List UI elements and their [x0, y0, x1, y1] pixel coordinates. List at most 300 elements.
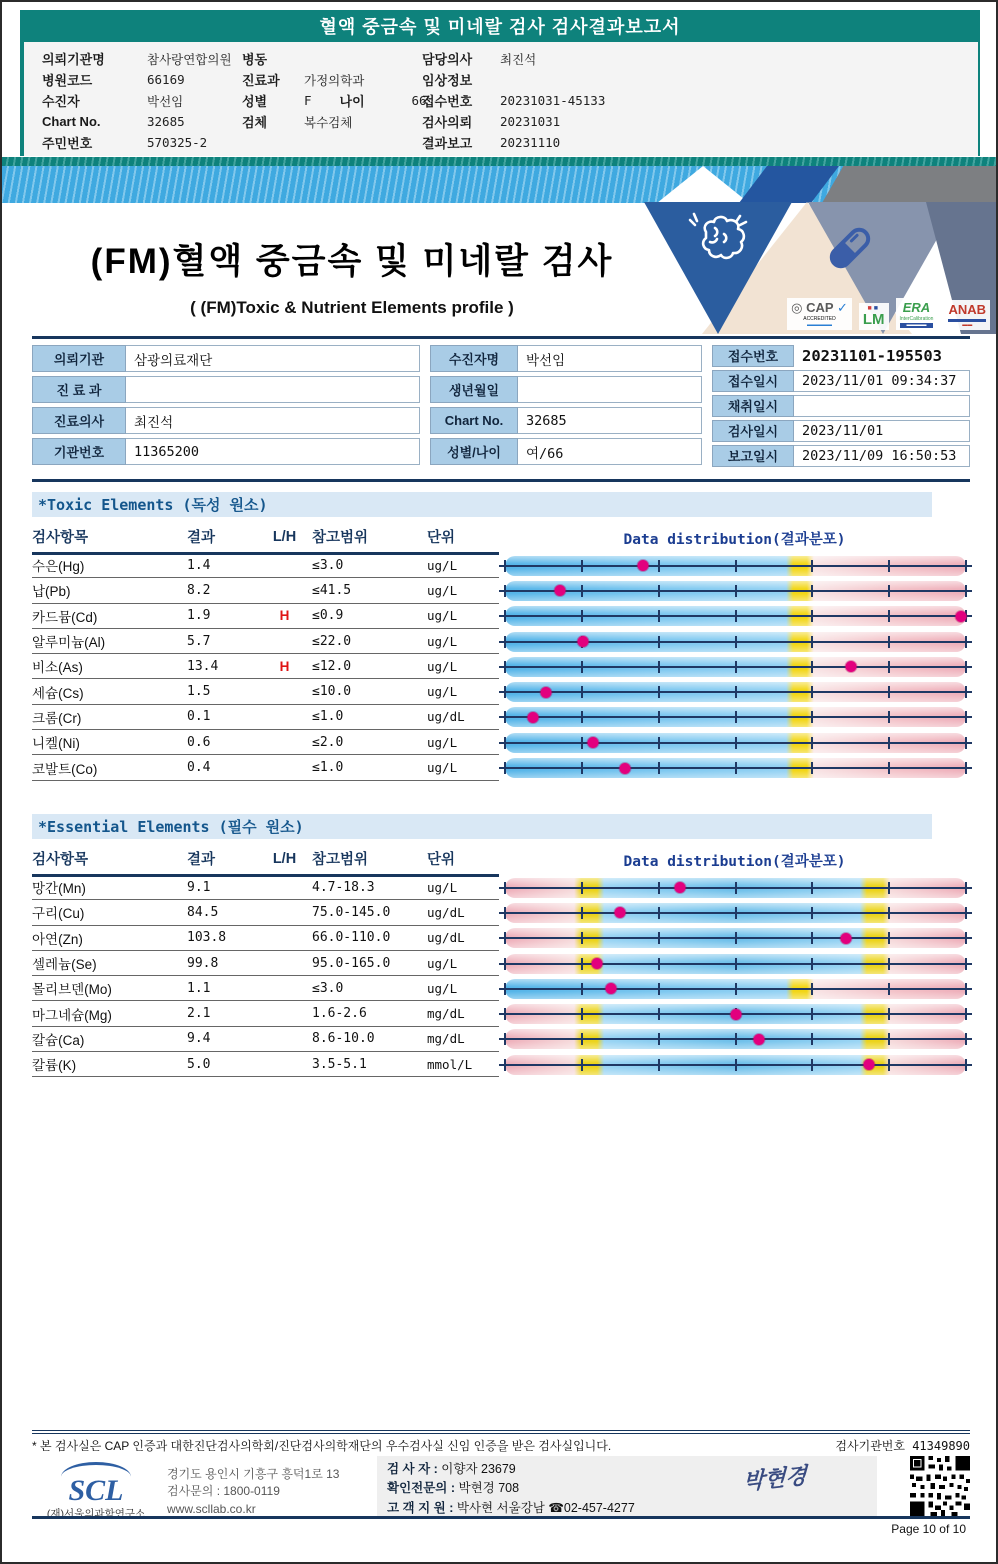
scl-logo: SCL (재)서울의과학연구소 — [36, 1462, 156, 1521]
distribution-bar — [505, 878, 966, 898]
axis-tick — [888, 585, 890, 597]
result-dot — [541, 687, 552, 698]
axis-tick — [658, 661, 660, 673]
test-name: 칼슘(Ca) — [32, 1032, 85, 1048]
lab-result-row — [32, 578, 970, 603]
result-dot — [592, 958, 603, 969]
axis-tick — [735, 983, 737, 995]
info-field — [430, 407, 702, 434]
reference-range: 1.6-2.6 — [312, 1006, 367, 1022]
axis-tick — [888, 1033, 890, 1045]
info-field-label: 접수일시 — [712, 370, 794, 392]
info-field — [712, 345, 970, 367]
table-header-left — [32, 522, 499, 555]
axis-tick — [888, 762, 890, 774]
result-dot — [638, 560, 649, 571]
patient-header-field — [242, 69, 442, 90]
distribution-bar — [505, 733, 966, 753]
test-name: 알루미늄(Al) — [32, 635, 106, 651]
axis-tick — [581, 560, 583, 572]
axis-tick — [658, 585, 660, 597]
distribution-bar — [505, 928, 966, 948]
column-header: 참고범위 — [312, 852, 369, 868]
test-result: 1.4 — [187, 557, 211, 573]
axis-tick — [965, 1008, 967, 1020]
patient-header-field — [422, 69, 742, 90]
lab-result-left — [32, 604, 499, 629]
info-field — [712, 370, 970, 392]
axis-tick — [888, 958, 890, 970]
report-title-bar — [20, 10, 980, 42]
field-label: 나이 — [339, 94, 365, 109]
axis-tick — [658, 983, 660, 995]
info-field-value: 11365200 — [126, 438, 420, 465]
distribution-bar-cell — [499, 679, 970, 704]
lab-result-left — [32, 900, 499, 925]
distribution-bar — [505, 682, 966, 702]
table-header — [32, 523, 970, 553]
lab-result-left — [32, 976, 499, 1001]
info-field-label: 기관번호 — [32, 438, 126, 465]
field-label: 성별 — [242, 94, 268, 109]
axis-tick — [504, 932, 506, 944]
axis-tick — [965, 636, 967, 648]
test-result: 1.1 — [187, 980, 211, 996]
patient-header-right — [422, 48, 742, 153]
axis-tick — [811, 711, 813, 723]
test-result: 5.0 — [187, 1056, 211, 1072]
axis-tick — [735, 932, 737, 944]
patient-header-field — [422, 132, 742, 153]
test-unit: ug/L — [427, 734, 458, 750]
axis-tick — [504, 636, 506, 648]
lab-result-row — [32, 1052, 970, 1077]
axis-tick — [888, 661, 890, 673]
accreditation-logos — [787, 298, 990, 330]
axis-tick — [811, 983, 813, 995]
axis-tick — [965, 983, 967, 995]
test-unit: ug/L — [427, 582, 458, 598]
info-field — [430, 345, 702, 372]
column-header: 참고범위 — [312, 530, 369, 546]
lab-result-left — [32, 755, 499, 780]
axis-tick — [735, 762, 737, 774]
reference-range: ≤1.0 — [312, 709, 344, 725]
lab-result-row — [32, 679, 970, 704]
lab-number: 검사기관번호 41349890 — [835, 1439, 970, 1453]
section-title: *Essential Elements (필수 원소) — [32, 814, 932, 839]
result-dot — [730, 1009, 741, 1020]
axis-tick — [735, 1059, 737, 1071]
distribution-bar-cell — [499, 755, 970, 780]
axis-tick — [504, 958, 506, 970]
axis-tick — [581, 983, 583, 995]
patient-header-middle — [242, 48, 442, 132]
reference-range: ≤10.0 — [312, 684, 352, 700]
info-group-left — [32, 345, 420, 469]
info-field-value: 여/66 — [518, 438, 702, 465]
distribution-bar — [505, 556, 966, 576]
distribution-bar-cell — [499, 629, 970, 654]
test-unit: ug/L — [427, 608, 458, 624]
distribution-bar — [505, 1029, 966, 1049]
axis-tick — [811, 1033, 813, 1045]
info-group-middle — [430, 345, 702, 469]
result-dot — [606, 983, 617, 994]
axis-tick — [658, 737, 660, 749]
distribution-bar-cell — [499, 976, 970, 1001]
distribution-bar — [505, 979, 966, 999]
distribution-bar-cell — [499, 1052, 970, 1077]
lab-result-left — [32, 578, 499, 603]
lab-phone: 검사문의 : 1800-0119 — [167, 1484, 280, 1499]
lab-address-block — [167, 1466, 339, 1518]
axis-tick — [658, 1008, 660, 1020]
result-dot — [675, 882, 686, 893]
distribution-bar-cell — [499, 654, 970, 679]
axis-tick — [658, 1059, 660, 1071]
axis-tick — [888, 610, 890, 622]
axis-tick — [735, 560, 737, 572]
reference-range: 75.0-145.0 — [312, 904, 391, 920]
axis-tick — [888, 636, 890, 648]
axis-tick — [888, 711, 890, 723]
patient-header-field — [242, 111, 442, 132]
era-logo: ERA InterCalibration ▬▬▬▬ — [896, 298, 938, 330]
axis-tick — [965, 907, 967, 919]
test-result: 8.2 — [187, 582, 211, 598]
axis-tick — [811, 932, 813, 944]
test-name: 카드뮴(Cd) — [32, 609, 98, 625]
lab-result-row — [32, 926, 970, 951]
test-name: 아연(Zn) — [32, 931, 83, 947]
column-header: L/H — [272, 850, 297, 867]
field-value: 최진석 — [500, 51, 537, 67]
axis-tick — [658, 907, 660, 919]
info-field-value: 삼광의료재단 — [126, 345, 420, 372]
axis-tick — [965, 737, 967, 749]
patient-header-left — [42, 48, 252, 153]
test-name: 크롬(Cr) — [32, 710, 82, 726]
distribution-bar — [505, 606, 966, 626]
footer-contact-block: 검 사 자 : 이향자 23679 확인전문의 : 박현경 708 고 객 지 원 : 박사현 서울강남 ☎02-457-4277 박현경 — [377, 1456, 877, 1516]
lab-result-left — [32, 951, 499, 976]
confirmer: 박현경 708 — [458, 1481, 520, 1496]
distribution-bar-cell — [499, 900, 970, 925]
patient-header-field — [42, 48, 252, 69]
test-result: 0.6 — [187, 734, 211, 750]
distribution-bar-cell — [499, 1027, 970, 1052]
axis-tick — [811, 560, 813, 572]
axis-tick — [811, 636, 813, 648]
lab-result-row — [32, 705, 970, 730]
test-result: 1.5 — [187, 684, 211, 700]
axis-tick — [504, 610, 506, 622]
test-unit: ug/L — [427, 633, 458, 649]
test-flag: H — [279, 658, 290, 674]
reference-range: 95.0-165.0 — [312, 955, 391, 971]
info-field-value: 박선임 — [518, 345, 702, 372]
lab-result-left — [32, 875, 499, 900]
axis-tick — [965, 661, 967, 673]
info-field-label: 생년월일 — [430, 376, 518, 403]
result-dot — [841, 933, 852, 944]
distribution-bar-cell — [499, 730, 970, 755]
lab-result-row — [32, 629, 970, 654]
distribution-bar — [505, 581, 966, 601]
axis-tick — [658, 882, 660, 894]
axis-tick — [504, 737, 506, 749]
field-value: 66 — [411, 93, 427, 108]
axis-tick — [581, 737, 583, 749]
test-result: 99.8 — [187, 955, 219, 971]
axis-tick — [811, 610, 813, 622]
axis-tick — [658, 560, 660, 572]
lab-website[interactable]: www.scllab.co.kr — [167, 1501, 256, 1516]
axis-tick — [504, 907, 506, 919]
info-field — [32, 407, 420, 434]
distribution-bar — [505, 1055, 966, 1075]
axis-tick — [965, 882, 967, 894]
result-dot — [555, 585, 566, 596]
result-dot — [845, 661, 856, 672]
distribution-bar — [505, 707, 966, 727]
field-value: 박선임 — [147, 93, 184, 109]
axis-tick — [735, 585, 737, 597]
reference-range: 8.6-10.0 — [312, 1031, 375, 1047]
axis-tick — [888, 882, 890, 894]
axis-tick — [965, 585, 967, 597]
axis-tick — [888, 1059, 890, 1071]
toxic-elements-section — [32, 492, 970, 781]
reference-range: ≤12.0 — [312, 658, 352, 674]
patient-header-field — [242, 48, 442, 69]
org-name: (재)서울의과학연구소 — [46, 1508, 146, 1520]
axis-tick — [504, 1033, 506, 1045]
axis-tick — [504, 711, 506, 723]
examiner: 이향자 23679 — [441, 1462, 516, 1476]
axis-tick — [658, 958, 660, 970]
axis-tick — [658, 932, 660, 944]
lab-result-left — [32, 730, 499, 755]
field-label: Chart No. — [42, 114, 101, 129]
axis-tick — [888, 932, 890, 944]
test-flag: H — [279, 608, 290, 624]
distribution-bar-cell — [499, 604, 970, 629]
white-wedge — [657, 166, 749, 203]
axis-tick — [658, 711, 660, 723]
distribution-bar-cell — [499, 1001, 970, 1026]
field-label: 임상정보 — [422, 73, 473, 88]
result-dot — [587, 737, 598, 748]
report-title-bar-text: 혈액 중금속 및 미네랄 검사 검사결과보고서 — [319, 17, 681, 37]
field-value: F — [304, 93, 312, 108]
axis-tick — [735, 737, 737, 749]
test-name: 몰리브덴(Mo) — [32, 982, 112, 998]
axis-tick — [581, 585, 583, 597]
axis-tick — [888, 686, 890, 698]
report-title — [62, 234, 642, 318]
lm-logo: ■■ LM — [859, 303, 889, 330]
axis-tick — [735, 958, 737, 970]
info-field — [712, 395, 970, 417]
reference-range: ≤3.0 — [312, 557, 344, 573]
result-dot — [753, 1034, 764, 1045]
test-unit: ug/dL — [427, 904, 465, 920]
axis-tick — [581, 958, 583, 970]
info-field-value: 최진석 — [126, 407, 420, 434]
info-group-right — [712, 345, 970, 470]
axis-tick — [581, 932, 583, 944]
customer-support: 박사현 서울강남 ☎02-457-4277 — [456, 1500, 635, 1515]
field-value: 32685 — [147, 114, 185, 129]
axis-tick — [581, 686, 583, 698]
axis-tick — [735, 636, 737, 648]
field-label: 검체 — [242, 115, 268, 130]
axis-tick — [735, 907, 737, 919]
axis-tick — [581, 711, 583, 723]
reference-range: ≤2.0 — [312, 734, 344, 750]
axis-tick — [965, 932, 967, 944]
column-header: L/H — [272, 528, 297, 545]
axis-tick — [811, 958, 813, 970]
test-name: 세슘(Cs) — [32, 685, 84, 701]
test-name: 수은(Hg) — [32, 559, 85, 575]
field-label: 병원코드 — [42, 73, 93, 88]
axis-tick — [581, 762, 583, 774]
axis-tick — [735, 882, 737, 894]
lab-result-row — [32, 553, 970, 578]
lab-result-left — [32, 553, 499, 578]
footer-rule — [32, 1516, 970, 1519]
test-name: 코발트(Co) — [32, 761, 98, 777]
axis-tick — [965, 1033, 967, 1045]
footer-note-row — [32, 1430, 970, 1454]
column-header: 검사항목 — [32, 530, 89, 546]
test-result: 9.1 — [187, 879, 211, 895]
footer-main — [32, 1462, 970, 1520]
axis-tick — [581, 610, 583, 622]
page-number: Page 10 of 10 — [891, 1522, 966, 1536]
axis-tick — [504, 1008, 506, 1020]
info-field-label: 접수번호 — [712, 345, 794, 367]
essential-elements-section — [32, 814, 970, 1077]
table-header-left — [32, 844, 499, 877]
distribution-header: Data distribution(결과분포) — [623, 531, 846, 548]
distribution-bar — [505, 657, 966, 677]
test-unit: ug/L — [427, 980, 458, 996]
test-result: 9.4 — [187, 1031, 211, 1047]
field-label: 담당의사 — [422, 52, 473, 67]
distribution-bar — [505, 954, 966, 974]
distribution-bar-cell — [499, 705, 970, 730]
test-result: 84.5 — [187, 904, 219, 920]
field-value: 가정의학과 — [304, 72, 365, 88]
test-result: 2.1 — [187, 1006, 211, 1022]
axis-tick — [965, 560, 967, 572]
info-field-value — [126, 376, 420, 403]
axis-tick — [888, 983, 890, 995]
info-field — [32, 376, 420, 403]
test-result: 1.9 — [187, 608, 211, 624]
axis-tick — [735, 686, 737, 698]
gray-wedge — [822, 166, 998, 203]
patient-header-field — [42, 69, 252, 90]
patient-header-block — [20, 42, 980, 156]
axis-tick — [811, 762, 813, 774]
axis-tick — [811, 882, 813, 894]
reference-range: ≤22.0 — [312, 633, 352, 649]
patient-header-field — [42, 90, 252, 111]
axis-tick — [658, 1033, 660, 1045]
reference-range: ≤0.9 — [312, 608, 344, 624]
axis-tick — [888, 1008, 890, 1020]
distribution-bar-cell — [499, 578, 970, 603]
test-unit: ug/dL — [427, 709, 465, 725]
column-header: 단위 — [427, 852, 456, 868]
axis-tick — [504, 686, 506, 698]
distribution-header: Data distribution(결과분포) — [623, 853, 846, 870]
column-header: 단위 — [427, 530, 456, 546]
anab-logo: ANAB ▬▬ — [944, 300, 990, 330]
lab-result-row — [32, 900, 970, 925]
patient-header-field — [422, 111, 742, 132]
axis-tick — [888, 737, 890, 749]
info-field-value: 20231101-195503 — [794, 345, 970, 367]
axis-tick — [965, 1059, 967, 1071]
axis-tick — [658, 762, 660, 774]
test-result: 13.4 — [187, 658, 219, 674]
test-name: 셀레늄(Se) — [32, 957, 97, 973]
axis-tick — [735, 1033, 737, 1045]
field-label: 진료과 — [242, 73, 280, 88]
info-field-value: 2023/11/01 — [794, 420, 970, 442]
test-unit: ug/L — [427, 955, 458, 971]
distribution-bar — [505, 1004, 966, 1024]
test-unit: mmol/L — [427, 1056, 473, 1072]
column-header: 결과 — [187, 852, 216, 868]
field-value: 66169 — [147, 72, 185, 87]
reference-range: ≤3.0 — [312, 980, 344, 996]
lab-result-left — [32, 1052, 499, 1077]
lab-result-left — [32, 705, 499, 730]
axis-tick — [965, 762, 967, 774]
field-value: 20231110 — [500, 135, 561, 150]
patient-header-field — [42, 132, 252, 153]
axis-tick — [811, 737, 813, 749]
reference-range: 3.5-5.1 — [312, 1056, 367, 1072]
test-result: 0.1 — [187, 709, 211, 725]
info-field-value: 2023/11/01 09:34:37 — [794, 370, 970, 392]
reference-range: 4.7-18.3 — [312, 879, 375, 895]
axis-tick — [581, 1059, 583, 1071]
axis-tick — [811, 1008, 813, 1020]
report-title-english: ( (FM)Toxic & Nutrient Elements profile ) — [190, 298, 514, 317]
brain-icon — [682, 210, 756, 279]
lab-result-row — [32, 951, 970, 976]
lab-result-row — [32, 654, 970, 679]
field-label: 주민번호 — [42, 136, 93, 151]
axis-tick — [735, 610, 737, 622]
axis-tick — [581, 1033, 583, 1045]
result-dot — [619, 763, 630, 774]
info-field — [430, 376, 702, 403]
result-dot — [527, 712, 538, 723]
field-label: 결과보고 — [422, 136, 473, 151]
axis-tick — [965, 711, 967, 723]
test-unit: ug/L — [427, 879, 458, 895]
info-field-label: 검사일시 — [712, 420, 794, 442]
